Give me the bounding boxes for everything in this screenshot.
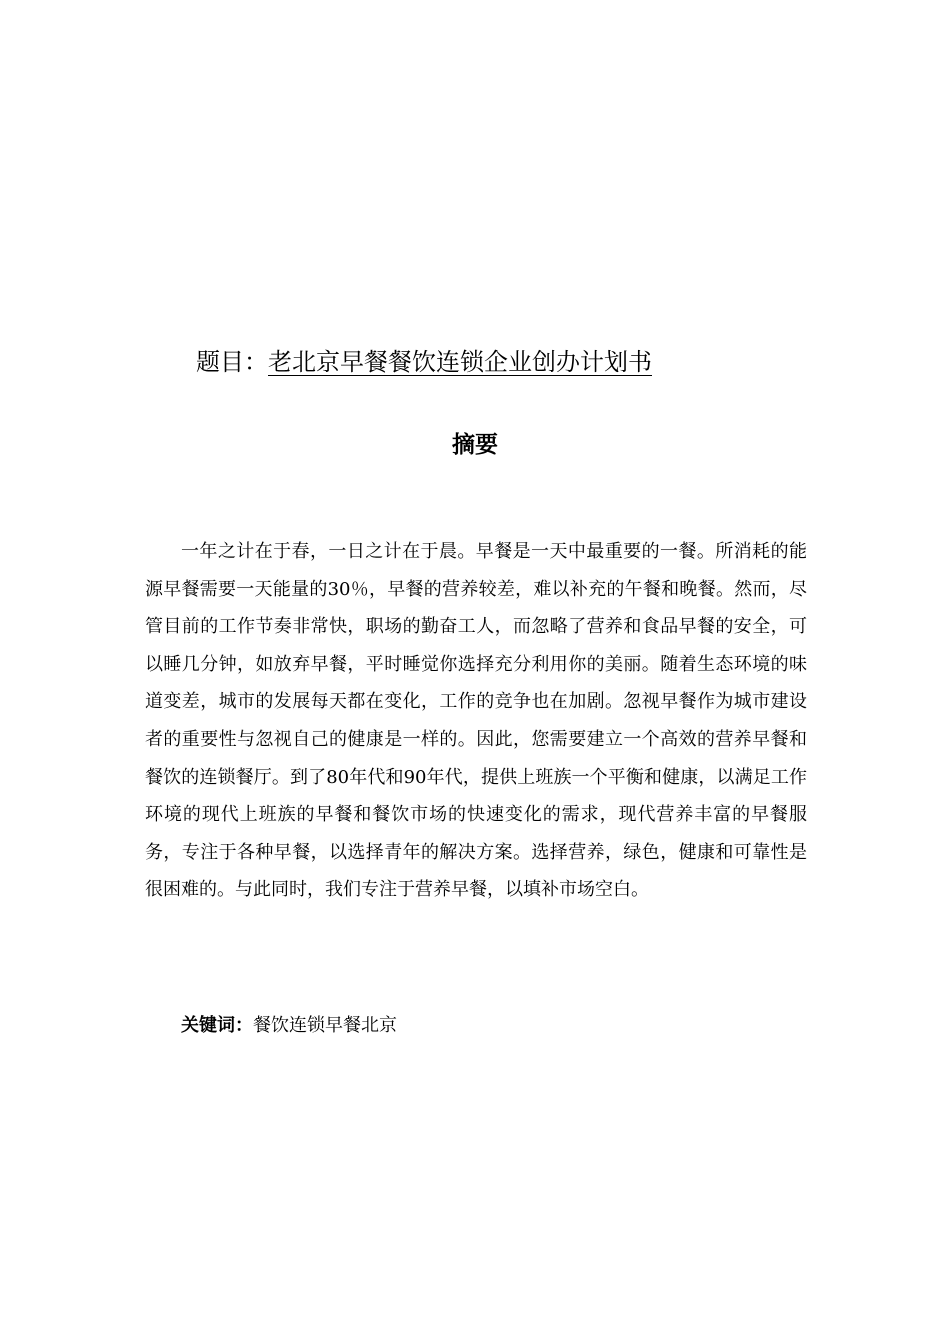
document-title [196, 342, 652, 382]
abstract-body: 一年之计在于春，一日之计在于晨。早餐是一天中最重要的一餐。所消耗的能源早餐需要一天能量的30％，早餐的营养较差，难以补充的午餐和晚餐。然而，尽管目前的工作节奏非常快，职场的勤奋工人，而忽略了营养和食品早餐的安全，可以睡几分钟，如放弃早餐，平时睡觉你选择充分利用你的美丽。随着生态环境的味道变差，城市的发展每天都在变化，工作的竞争也在加剧。忽视早餐作为城市建设者的重要性与忽视自己的健康是一样的。因此，您需要建立一个高效的营养早餐和餐饮的连锁餐厅。到了80年代和90年代，提供上班族一个平衡和健康，以满足工作环境的现代上班族的早餐和餐饮市场的快速变化的需求，现代营养丰富的早餐服务，专注于各种早餐，以选择青年的解决方案。选择营养，绿色，健康和可靠性是很困难的。与此同时，我们专注于营养早餐，以填补市场空白。 [145, 541, 807, 901]
keywords-value: 餐饮连锁早餐北京 [253, 1015, 397, 1036]
keywords-line [181, 1010, 397, 1042]
title-text: 老北京早餐餐饮连锁企业创办计划书 [268, 348, 652, 376]
keywords-label: 关键词： [181, 1015, 253, 1036]
title-prefix: 题目： [196, 348, 268, 376]
abstract-heading: 摘要 [452, 432, 498, 458]
